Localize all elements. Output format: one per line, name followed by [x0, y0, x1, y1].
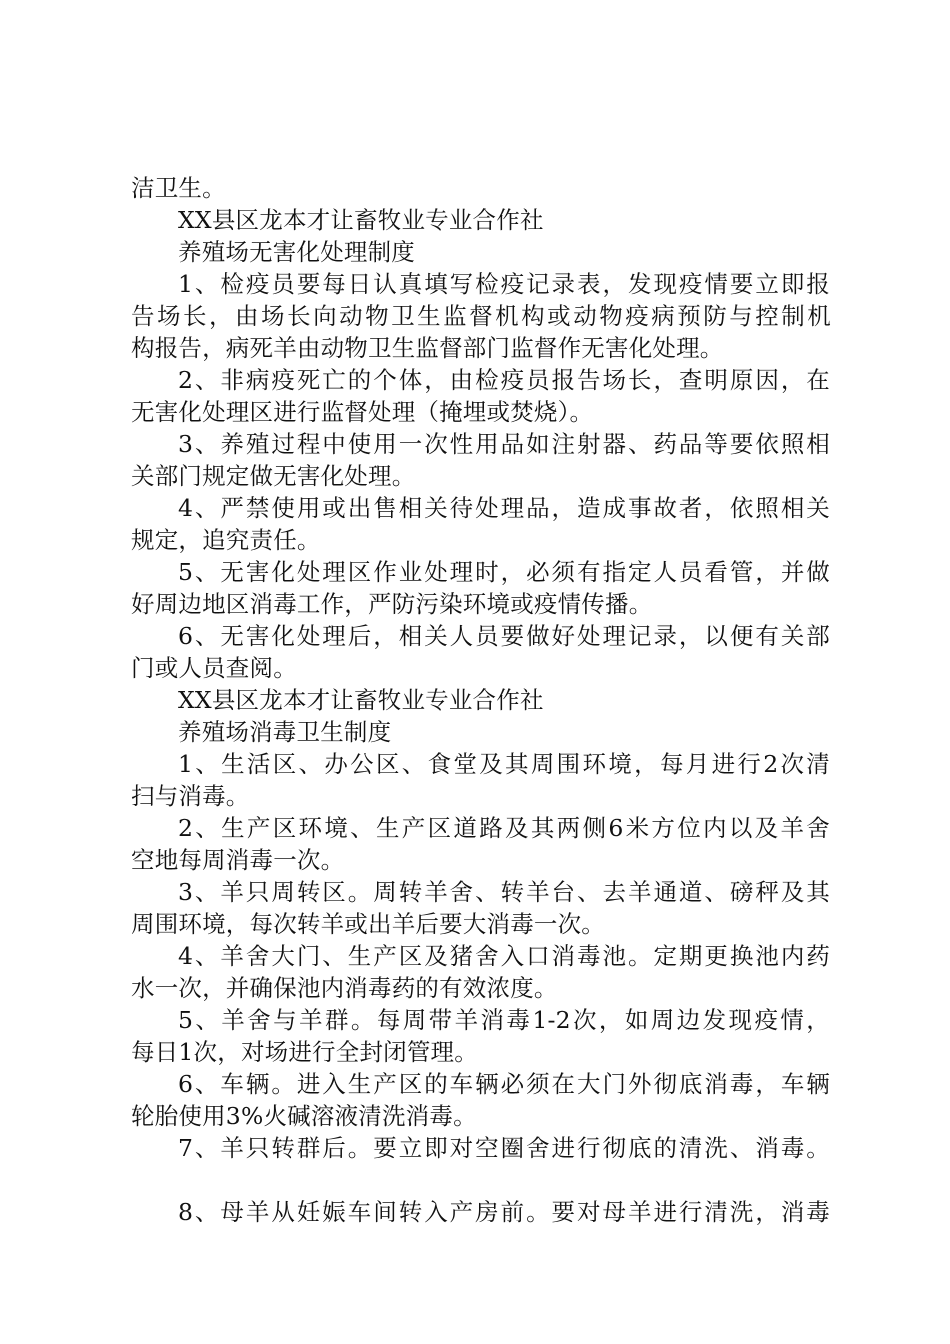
paragraph-line: 轮胎使用3%火碱溶液清洗消毒。 [131, 1102, 477, 1130]
paragraph-line: 4、严禁使用或出售相关待处理品，造成事故者，依照相关 [178, 494, 830, 522]
text-line: 洁卫生。 [131, 174, 226, 202]
paragraph-line: 构报告，病死羊由动物卫生监督部门监督作无害化处理。 [131, 334, 724, 362]
paragraph-line: 无害化处理区进行监督处理（掩埋或焚烧）。 [131, 398, 594, 426]
section-heading: 养殖场无害化处理制度 [178, 238, 415, 266]
paragraph-line: 周围环境，每次转羊或出羊后要大消毒一次。 [131, 910, 605, 938]
paragraph-line: 6、车辆。进入生产区的车辆必须在大门外彻底消毒，车辆 [178, 1070, 830, 1098]
paragraph-line: 2、非病疫死亡的个体，由检疫员报告场长，查明原因，在 [178, 366, 830, 394]
paragraph-line: 门或人员查阅。 [131, 654, 297, 682]
paragraph-line: 3、养殖过程中使用一次性用品如注射器、药品等要依照相 [178, 430, 830, 458]
paragraph-line: 1、生活区、办公区、食堂及其周围环境，每月进行2次清 [178, 750, 830, 778]
paragraph-line: 每日1次，对场进行全封闭管理。 [131, 1038, 478, 1066]
paragraph-line: 3、羊只周转区。周转羊舍、转羊台、去羊通道、磅秤及其 [178, 878, 830, 906]
paragraph-line: 扫与消毒。 [131, 782, 250, 810]
paragraph-line: 2、生产区环境、生产区道路及其两侧6米方位内以及羊舍 [178, 814, 830, 842]
paragraph-line: 7、羊只转群后。要立即对空圈舍进行彻底的清洗、消毒。 [178, 1134, 830, 1162]
organization-heading: XX县区龙本才让畜牧业专业合作社 [178, 686, 544, 714]
paragraph-line: 水一次，并确保池内消毒药的有效浓度。 [131, 974, 558, 1002]
paragraph-line: 好周边地区消毒工作，严防污染环境或疫情传播。 [131, 590, 653, 618]
paragraph-line: 空地每周消毒一次。 [131, 846, 345, 874]
paragraph-line: 1、检疫员要每日认真填写检疫记录表，发现疫情要立即报 [178, 270, 830, 298]
paragraph-line: 5、羊舍与羊群。每周带羊消毒1-2次，如周边发现疫情， [178, 1006, 830, 1034]
organization-heading: XX县区龙本才让畜牧业专业合作社 [178, 206, 544, 234]
paragraph-line: 告场长，由场长向动物卫生监督机构或动物疫病预防与控制机 [131, 302, 831, 330]
section-heading: 养殖场消毒卫生制度 [178, 718, 392, 746]
paragraph-line: 关部门规定做无害化处理。 [131, 462, 416, 490]
paragraph-line: 5、无害化处理区作业处理时，必须有指定人员看管，并做 [178, 558, 830, 586]
paragraph-line: 规定，追究责任。 [131, 526, 321, 554]
paragraph-line: 4、羊舍大门、生产区及猪舍入口消毒池。定期更换池内药 [178, 942, 830, 970]
paragraph-line: 6、无害化处理后，相关人员要做好处理记录，以便有关部 [178, 622, 830, 650]
paragraph-line: 8、母羊从妊娠车间转入产房前。要对母羊进行清洗，消毒 [178, 1198, 830, 1226]
